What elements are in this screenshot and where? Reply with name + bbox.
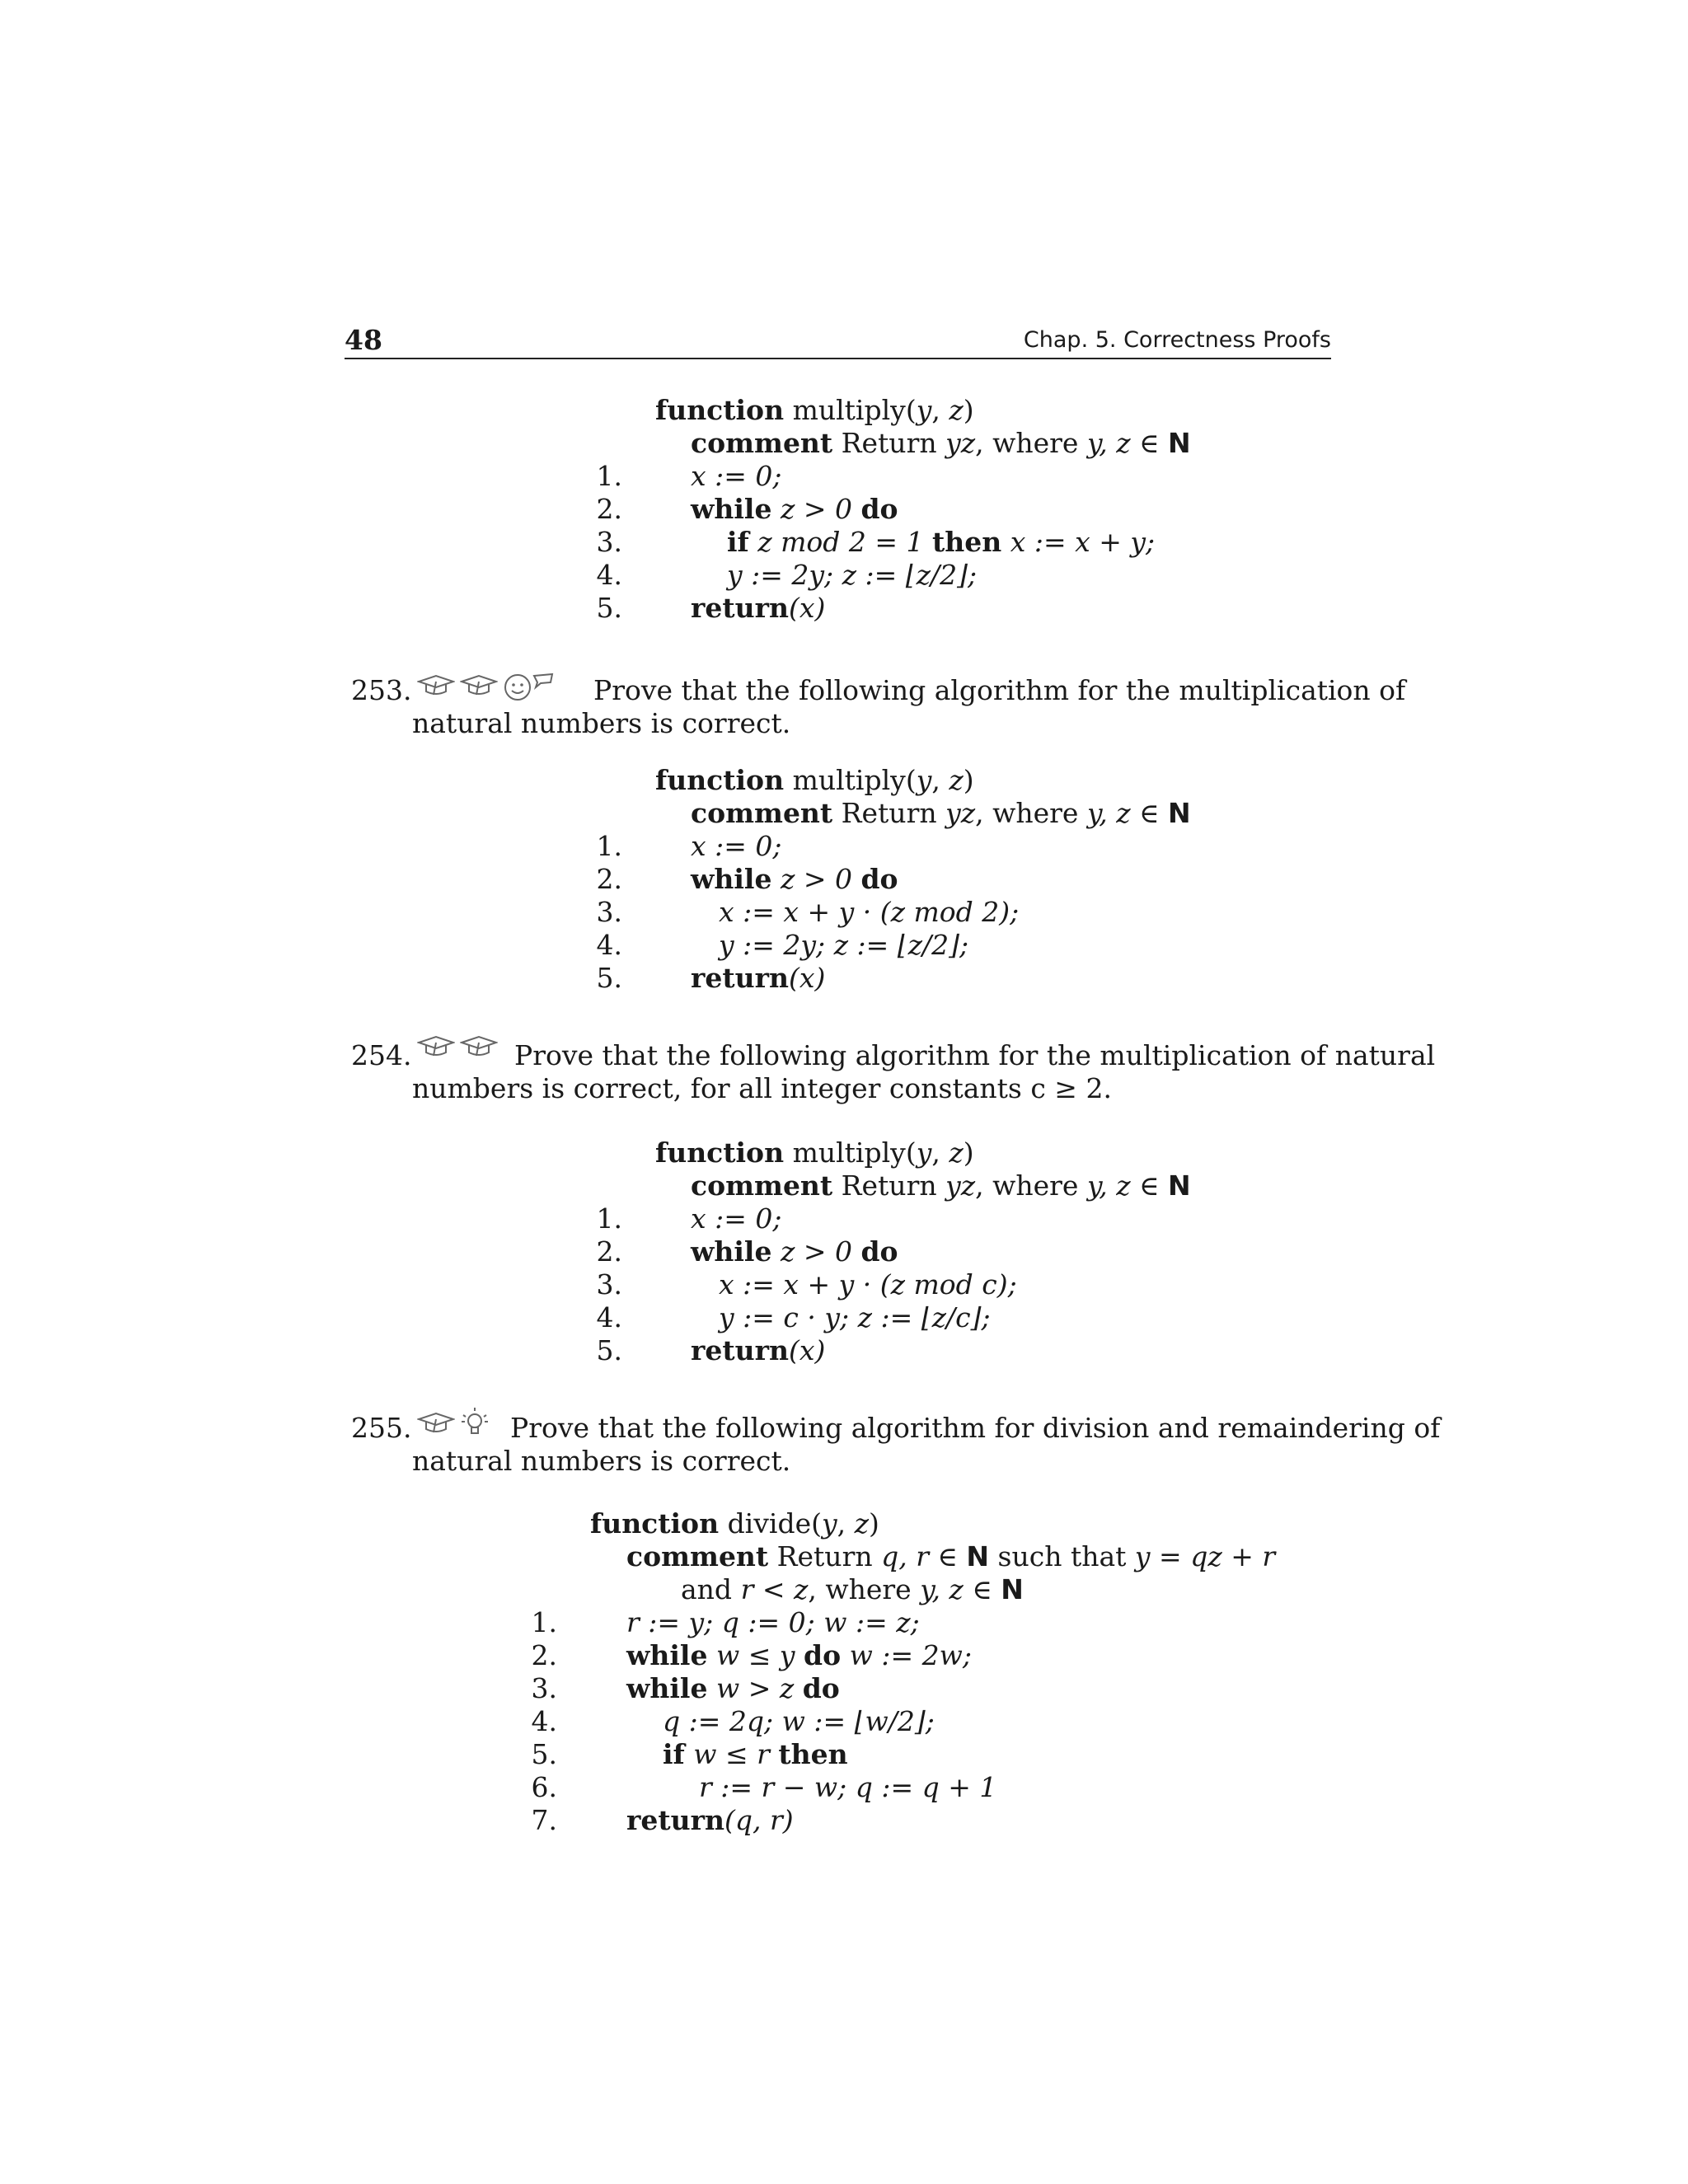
difficulty-icons [417,1407,490,1440]
line-number: 7. [531,1804,557,1836]
function-comment-continuation: and r < z, where y, z ∈ N [681,1573,1024,1605]
problem-text-line: Prove that the following algorithm for the multiplication of natural [514,1039,1436,1071]
problem-255 [351,1412,1441,1478]
problem-text-line: numbers is correct, for all integer constants c ≥ 2. [412,1072,1112,1104]
line-number: 5. [596,962,622,994]
line-number: 1. [596,830,622,862]
function-signature: function multiply(y, z) [655,1137,974,1169]
keyword-function: function [590,1507,720,1540]
line-number: 5. [596,592,622,624]
function-signature: function multiply(y, z) [655,764,974,796]
difficulty-icons [417,1034,498,1059]
line-number: 4. [596,559,622,591]
problem-number: 253. [351,674,412,706]
function-name: multiply [792,1137,906,1169]
line-number: 2. [596,1235,622,1268]
keyword-function: function [655,394,785,426]
function-comment: comment Return yz, where y, z ∈ N [691,797,1191,829]
line-number: 3. [596,896,622,928]
mortarboard-icon [460,673,498,698]
header-rule [345,358,1331,359]
line-number: 4. [531,1705,557,1737]
line-number: 2. [596,493,622,525]
mortarboard-icon [417,1034,455,1059]
line-number: 6. [531,1771,557,1803]
line-number: 2. [531,1639,557,1671]
line-number: 4. [596,929,622,961]
line-number: 1. [596,460,622,492]
problem-text-line: natural numbers is correct. [412,707,791,739]
smiley-speech-icon [503,669,557,702]
running-head: Chap. 5. Correctness Proofs [1023,327,1331,353]
line-number: 2. [596,863,622,895]
function-name: multiply [792,764,906,796]
problem-254 [351,1039,1436,1105]
mortarboard-icon [460,1034,498,1059]
line-number: 3. [596,1268,622,1301]
line-number: 4. [596,1301,622,1333]
keyword-function: function [655,764,785,796]
problem-text-line: natural numbers is correct. [412,1445,791,1477]
function-comment: comment Return yz, where y, z ∈ N [691,1169,1191,1202]
line-number: 3. [531,1672,557,1704]
line-number: 3. [596,526,622,558]
function-comment: comment Return yz, where y, z ∈ N [691,427,1191,459]
function-name: divide [727,1507,812,1540]
line-number: 5. [531,1738,557,1770]
problem-253 [351,674,1406,740]
line-number: 1. [596,1202,622,1235]
problem-text-line: Prove that the following algorithm for division and remaindering of [510,1412,1441,1444]
difficulty-icons [417,669,557,702]
mortarboard-icon [417,673,455,698]
page-number: 48 [345,324,382,356]
function-signature: function multiply(y, z) [655,394,974,426]
problem-number: 255. [351,1412,412,1444]
function-name: multiply [792,394,906,426]
function-signature: function divide(y, z) [590,1507,879,1540]
line-number: 1. [531,1606,557,1638]
lightbulb-icon [460,1407,490,1440]
function-comment: comment Return q, r ∈ N such that y = qz + r [626,1540,1276,1572]
keyword-comment: comment [691,797,833,829]
keyword-comment: comment [691,427,833,459]
keyword-comment: comment [626,1540,769,1572]
problem-number: 254. [351,1039,412,1071]
problem-text-line: Prove that the following algorithm for the multiplication of [593,674,1406,706]
line-number: 5. [596,1334,622,1366]
keyword-function: function [655,1137,785,1169]
mortarboard-icon [417,1411,455,1436]
keyword-comment: comment [691,1169,833,1202]
